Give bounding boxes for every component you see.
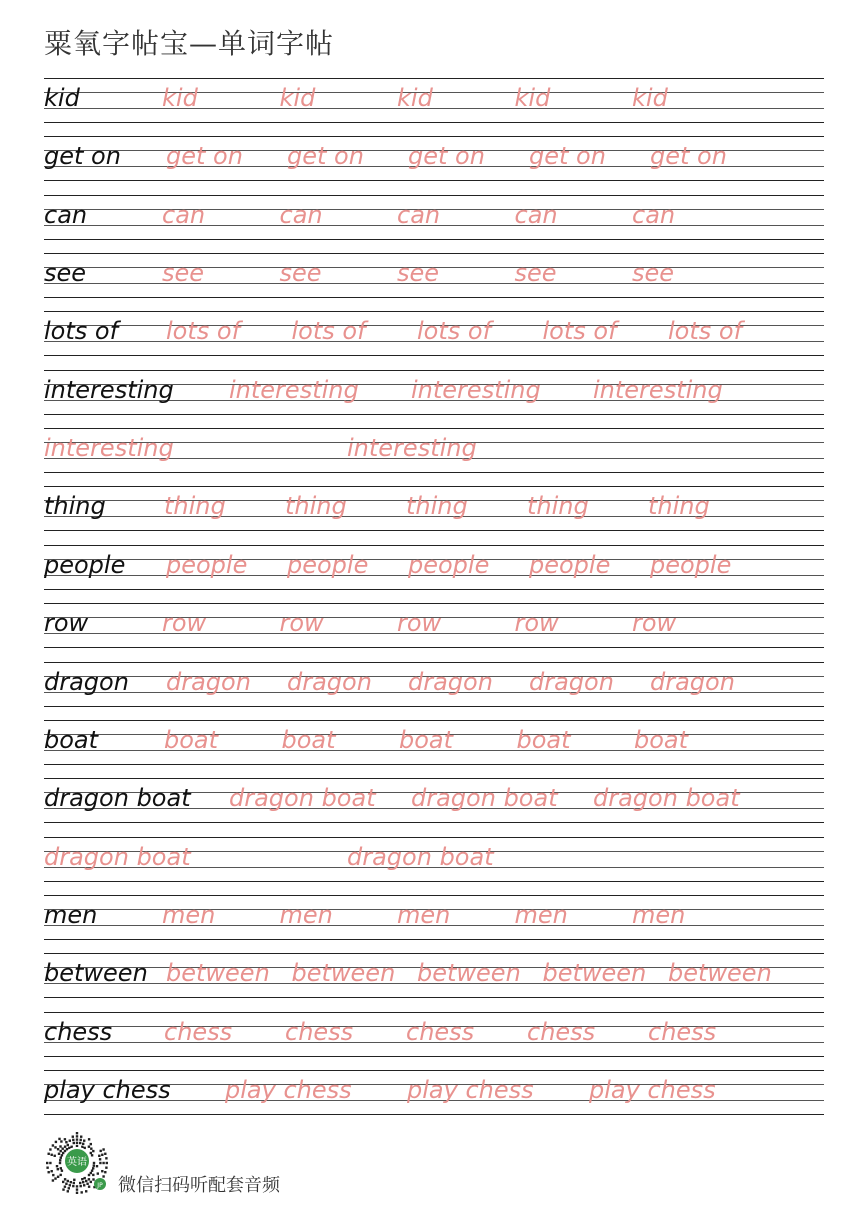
trace-word: see (397, 259, 440, 288)
ruling-line (44, 472, 824, 473)
trace-word: men (514, 900, 568, 929)
trace-word: men (162, 900, 216, 929)
trace-word: kid (397, 84, 433, 112)
trace-word: see (632, 259, 675, 288)
trace-word: people (408, 550, 490, 579)
ruling-line (44, 881, 824, 882)
ruling-line (44, 195, 824, 196)
trace-word: kid (279, 84, 316, 112)
trace-word: men (632, 900, 686, 929)
trace-word: see (279, 259, 322, 288)
model-word: can (44, 200, 88, 229)
copybook-row (44, 953, 824, 997)
trace-word: boat (281, 725, 336, 754)
copybook-row (44, 1070, 824, 1114)
copybook-row (44, 720, 824, 764)
model-word: people (44, 550, 126, 579)
trace-word: dragon boat (593, 784, 740, 813)
trace-word: lots of (668, 317, 743, 346)
trace-word: kid (632, 84, 668, 112)
ruling-line (44, 311, 824, 312)
model-word: between (44, 959, 148, 988)
trace-word: play chess (407, 1075, 534, 1104)
trace-word: interesting (229, 375, 359, 404)
trace-word: boat (516, 725, 571, 754)
model-word: row (44, 609, 89, 638)
model-word: get on (44, 142, 121, 171)
ruling-line (44, 297, 824, 298)
trace-word: get on (650, 142, 727, 171)
trace-word: dragon (650, 667, 735, 696)
trace-word: can (632, 200, 676, 229)
trace-word: row (279, 609, 324, 638)
trace-word: dragon boat (44, 842, 191, 871)
trace-word: dragon (408, 667, 493, 696)
trace-word: boat (634, 725, 689, 754)
trace-word: chess (527, 1017, 596, 1046)
trace-word: people (650, 550, 732, 579)
copybook-row (44, 545, 824, 589)
ruling-line (44, 530, 824, 531)
trace-word: between (417, 959, 521, 988)
ruling-line (44, 589, 824, 590)
trace-word: chess (285, 1017, 354, 1046)
trace-word: thing (406, 492, 468, 521)
trace-word: chess (648, 1017, 717, 1046)
copybook-row (44, 1012, 824, 1056)
ruling-line (44, 355, 824, 356)
ruling-line (44, 895, 824, 896)
trace-word: play chess (589, 1075, 716, 1104)
model-word: kid (44, 84, 80, 112)
copybook-row (44, 253, 824, 297)
trace-word: interesting (347, 434, 477, 463)
model-word: play chess (44, 1075, 171, 1104)
trace-word: kid (514, 84, 551, 112)
ruling-line (44, 92, 824, 93)
trace-word: get on (529, 142, 606, 171)
trace-word: people (166, 550, 248, 579)
trace-word: chess (406, 1017, 475, 1046)
trace-word: lots of (542, 317, 617, 346)
model-word: see (44, 259, 87, 288)
model-word: men (44, 900, 98, 929)
trace-word: get on (408, 142, 485, 171)
trace-word: see (162, 259, 205, 288)
copybook-row (44, 603, 824, 647)
trace-word: between (166, 959, 270, 988)
ruling-line (44, 778, 824, 779)
ruling-line (44, 253, 824, 254)
trace-word: thing (164, 492, 226, 521)
ruling-line (44, 1114, 824, 1115)
trace-word: can (162, 200, 206, 229)
trace-word: lots of (166, 317, 241, 346)
ruling-line (44, 822, 824, 823)
trace-word: interesting (411, 375, 541, 404)
ruling-line (44, 108, 824, 109)
trace-word: lots of (417, 317, 492, 346)
trace-word: people (287, 550, 369, 579)
copybook-row (44, 837, 824, 881)
trace-word: get on (166, 142, 243, 171)
model-word: dragon (44, 667, 129, 696)
copybook-row (44, 662, 824, 706)
ruling-line (44, 414, 824, 415)
trace-word: thing (527, 492, 589, 521)
trace-word: can (514, 200, 558, 229)
ruling-line (44, 180, 824, 181)
copybook-row (44, 778, 824, 822)
trace-word: thing (648, 492, 710, 521)
trace-word: row (514, 609, 559, 638)
trace-word: people (529, 550, 611, 579)
ruling-line (44, 545, 824, 546)
model-word: boat (44, 725, 99, 754)
model-word: thing (44, 492, 106, 521)
qr-corner-label: JP (97, 1182, 103, 1189)
page-title: 粟氧字帖宝—单词字帖 (44, 27, 335, 60)
trace-word: dragon boat (411, 784, 558, 813)
copybook-row (44, 195, 824, 239)
ruling-line (44, 239, 824, 240)
trace-word: men (279, 900, 333, 929)
ruling-line (44, 997, 824, 998)
ruling-line (44, 78, 824, 79)
trace-word: kid (162, 84, 198, 112)
trace-word: chess (164, 1017, 233, 1046)
ruling-line (44, 1056, 824, 1057)
trace-word: row (632, 609, 677, 638)
ruling-line (44, 647, 824, 648)
ruling-line (44, 939, 824, 940)
trace-word: boat (399, 725, 454, 754)
trace-word: men (397, 900, 451, 929)
ruling-line (44, 837, 824, 838)
model-word: interesting (44, 375, 174, 404)
trace-word: thing (285, 492, 347, 521)
ruling-line (44, 1070, 824, 1071)
ruling-line (44, 428, 824, 429)
ruling-line (44, 706, 824, 707)
trace-word: lots of (291, 317, 366, 346)
model-word: dragon boat (44, 784, 191, 813)
ruling-line (44, 764, 824, 765)
model-word: chess (44, 1017, 113, 1046)
trace-word: interesting (593, 375, 723, 404)
trace-word: can (397, 200, 441, 229)
trace-word: dragon boat (347, 842, 494, 871)
copybook-row (44, 486, 824, 530)
trace-word: dragon boat (229, 784, 376, 813)
trace-word: dragon (529, 667, 614, 696)
trace-word: boat (164, 725, 219, 754)
trace-word: get on (287, 142, 364, 171)
trace-word: row (162, 609, 207, 638)
trace-word: can (279, 200, 323, 229)
ruling-line (44, 136, 824, 137)
ruling-line (44, 720, 824, 721)
ruling-line (44, 662, 824, 663)
ruling-line (44, 486, 824, 487)
trace-word: between (291, 959, 396, 988)
copybook-row (44, 136, 824, 180)
ruling-line (44, 370, 824, 371)
copybook-row (44, 428, 824, 472)
ruling-line (44, 953, 824, 954)
trace-word: play chess (225, 1075, 352, 1104)
model-word: lots of (44, 317, 119, 346)
trace-word: interesting (44, 434, 174, 463)
copybook-row (44, 895, 824, 939)
copybook-row (44, 370, 824, 414)
copybook-row (44, 311, 824, 355)
copybook-row (44, 78, 824, 122)
trace-word: between (542, 959, 647, 988)
footer-text: 微信扫码听配套音频 (118, 1175, 280, 1196)
trace-word: see (514, 259, 557, 288)
trace-word: dragon (287, 667, 372, 696)
ruling-line (44, 122, 824, 123)
trace-word: dragon (166, 667, 251, 696)
trace-word: row (397, 609, 442, 638)
qr-code-icon[interactable] (42, 1128, 112, 1198)
ruling-line (44, 603, 824, 604)
qr-badge-label: 英语 (67, 1157, 87, 1168)
ruling-line (44, 1012, 824, 1013)
trace-word: between (668, 959, 772, 988)
